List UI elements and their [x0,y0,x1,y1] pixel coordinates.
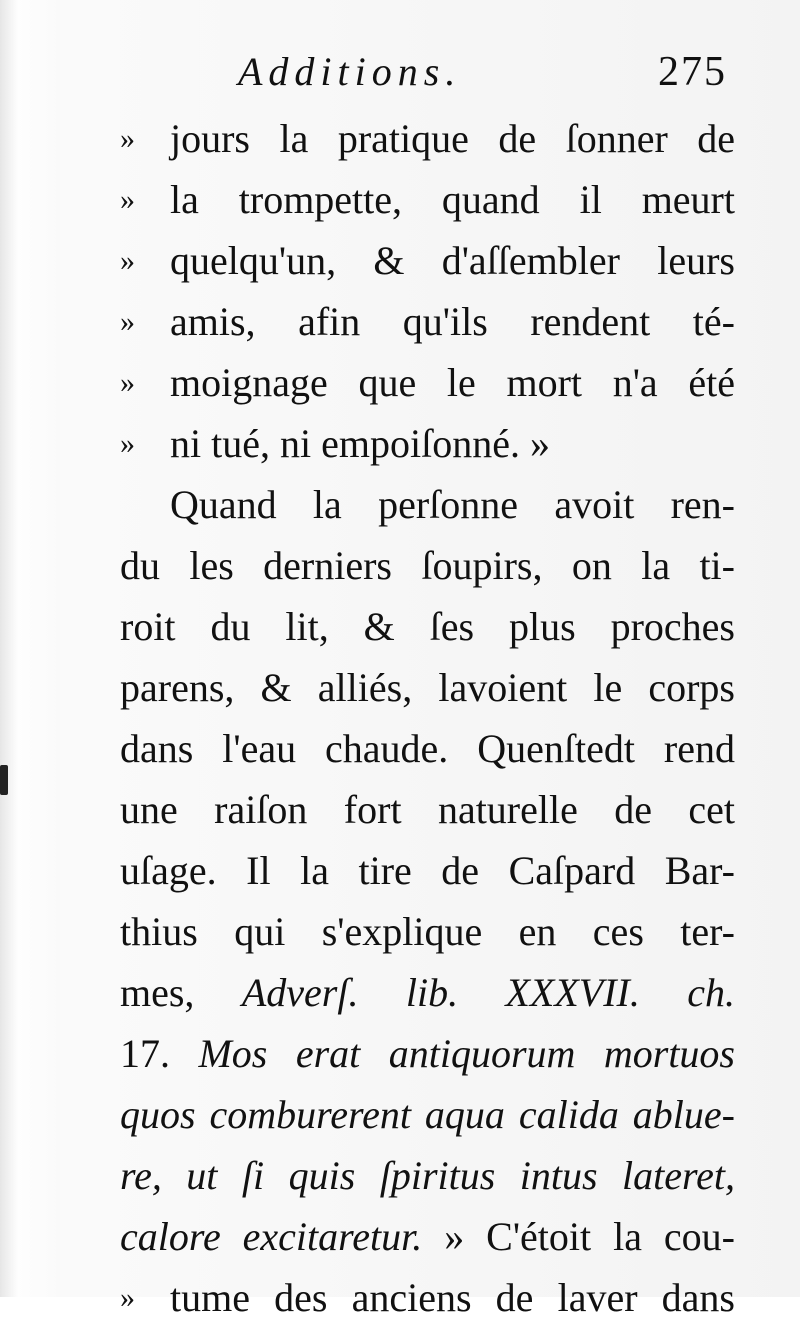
line-content [120,1214,735,1259]
quote-mark: » [120,366,135,399]
text-line [120,291,735,352]
text-line [120,840,735,901]
line-content: amis, afin qu'ils rendent té- [170,299,735,344]
line-content: thius qui s'explique en ces ter- [120,909,735,954]
quote-mark: » [120,305,135,338]
italic-segment: calore excitaretur. [120,1214,423,1259]
text-line [120,1084,735,1145]
text-line [120,169,735,230]
running-header [238,48,738,108]
text-line [120,657,735,718]
line-content: roit du lit, & ſes plus proches [120,604,735,649]
line-content: du les derniers ſoupirs, on la ti- [120,543,735,588]
line-content: dans l'eau chaude. Quenſtedt rend [120,726,735,771]
italic-segment: Adverſ. lib. XXXVII. ch. [241,970,735,1015]
quote-mark: » [120,1281,135,1314]
quote-mark: » [120,427,135,460]
quote-mark: » [120,183,135,216]
text-line [120,901,735,962]
roman-segment: mes, [120,970,242,1015]
line-content: ni tué, ni empoiſonné. » [170,421,550,466]
italic-segment: quos comburerent aqua calida ablue- [120,1092,735,1137]
line-content: parens, & alliés, lavoient le corps [120,665,735,710]
text-line [120,108,735,169]
text-line [120,413,735,474]
text-line [120,474,735,535]
text-line [120,1206,735,1267]
line-content: la trompette, quand il meurt [170,177,735,222]
quote-mark: » [120,244,135,277]
text-line [120,1023,735,1084]
page-gutter-shadow [0,0,18,1297]
text-line [120,352,735,413]
roman-segment: 17. [120,1031,199,1076]
line-content [120,1031,735,1076]
text-line [120,535,735,596]
text-line [120,718,735,779]
line-content [120,1092,735,1137]
line-content: une raiſon fort naturelle de cet [120,787,735,832]
text-line [120,1267,735,1328]
line-content: jours la pratique de ſonner de [170,116,735,161]
running-title: Additions. [238,49,462,94]
line-content: uſage. Il la tire de Caſpard Bar- [120,848,735,893]
line-content [120,970,735,1015]
line-content: tume des anciens de laver dans [170,1275,735,1320]
line-content [120,1153,735,1198]
text-line [120,962,735,1023]
line-content: Quand la perſonne avoit ren- [170,482,735,527]
page-number: 275 [658,49,727,95]
italic-segment: re, ut ſi quis ſpiritus intus lateret, [120,1153,735,1198]
quote-mark: » [120,122,135,155]
roman-segment: » C'étoit la cou- [422,1214,735,1259]
body-text [120,108,735,1328]
text-line [120,1145,735,1206]
text-line [120,779,735,840]
margin-ink-mark [0,765,8,795]
line-content: moignage que le mort n'a été [170,360,735,405]
line-content: quelqu'un, & d'aſſembler leurs [170,238,735,283]
italic-segment: Mos erat antiquorum mortuos [198,1031,735,1076]
text-line [120,230,735,291]
text-line [120,596,735,657]
